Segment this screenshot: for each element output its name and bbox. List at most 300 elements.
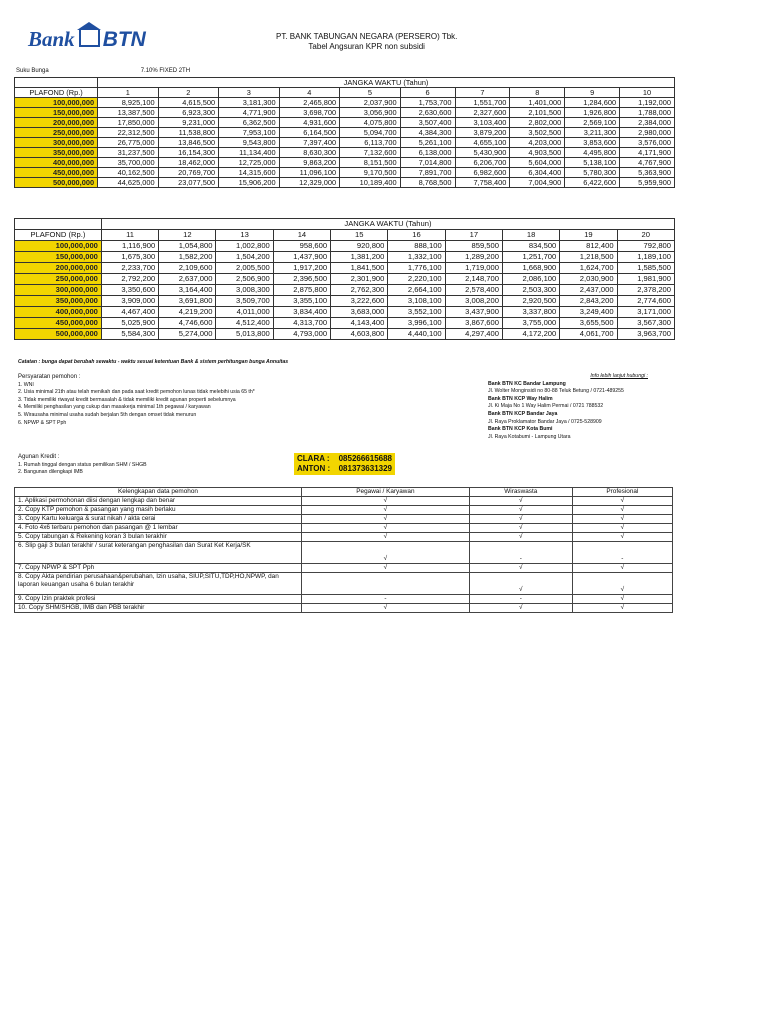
installment-cell: 3,853,600 bbox=[565, 138, 620, 148]
check-cell: √ bbox=[302, 497, 470, 506]
table-row bbox=[15, 604, 673, 613]
installment-cell: 44,625,000 bbox=[98, 178, 159, 188]
installment-cell: 5,261,100 bbox=[400, 138, 455, 148]
installment-cell: 1,926,800 bbox=[565, 108, 620, 118]
installment-cell: 4,203,000 bbox=[510, 138, 565, 148]
check-cell: √ bbox=[469, 515, 572, 524]
table-row bbox=[15, 318, 675, 329]
jangka-waktu-header: JANGKA WAKTU (Tahun) bbox=[101, 219, 674, 230]
year-header: 7 bbox=[455, 88, 510, 98]
installment-cell: 1,284,600 bbox=[565, 98, 620, 108]
info-section bbox=[488, 373, 688, 441]
installment-cell: 4,495,800 bbox=[565, 148, 620, 158]
installment-cell: 2,843,200 bbox=[560, 296, 617, 307]
check-cell: √ bbox=[469, 506, 572, 515]
installment-cell: 2,506,900 bbox=[216, 274, 273, 285]
check-cell: √ bbox=[302, 533, 470, 542]
table-row bbox=[15, 497, 673, 506]
persyaratan-item: 2. Usia minimal 21th atau telah menikah dan pada saat kredit pemohon lunas tidak melebihi usia 65 th* bbox=[18, 389, 255, 396]
installment-cell: 2,086,100 bbox=[502, 274, 559, 285]
installment-cell: 7,758,400 bbox=[455, 178, 510, 188]
installment-cell: 3,507,400 bbox=[400, 118, 455, 128]
installment-cell: 3,437,900 bbox=[445, 307, 502, 318]
table-row bbox=[15, 241, 675, 252]
installment-cell: 4,061,700 bbox=[560, 329, 617, 340]
plafond-cell: 500,000,000 bbox=[15, 178, 98, 188]
year-header: 16 bbox=[388, 230, 445, 241]
table-row bbox=[15, 542, 673, 564]
installment-cell: 1,218,500 bbox=[560, 252, 617, 263]
table-row bbox=[15, 138, 675, 148]
installment-cell: 3,655,500 bbox=[560, 318, 617, 329]
installment-cell: 1,332,100 bbox=[388, 252, 445, 263]
table-row bbox=[15, 533, 673, 542]
installment-cell: 1,981,900 bbox=[617, 274, 674, 285]
table-row bbox=[15, 263, 675, 274]
check-cell: √ bbox=[302, 524, 470, 533]
table-row bbox=[15, 158, 675, 168]
installment-cell: 1,841,500 bbox=[331, 263, 388, 274]
plafond-cell: 350,000,000 bbox=[15, 148, 98, 158]
requirement-label: 6. Slip gaji 3 bulan terakhir / surat keterangan penghasilan dan Surat Ket Kerja/SK bbox=[15, 542, 302, 564]
plafond-cell: 450,000,000 bbox=[15, 168, 98, 178]
table-row bbox=[15, 274, 675, 285]
installment-cell: 23,077,500 bbox=[158, 178, 219, 188]
agunan-heading: Agunan Kredit : bbox=[18, 454, 60, 460]
installment-cell: 2,980,000 bbox=[620, 128, 675, 138]
installment-cell: 1,917,200 bbox=[273, 263, 330, 274]
year-header: 5 bbox=[340, 88, 401, 98]
installment-cell: 3,996,100 bbox=[388, 318, 445, 329]
installment-cell: 1,401,000 bbox=[510, 98, 565, 108]
check-cell: √ bbox=[302, 515, 470, 524]
check-cell: √ bbox=[572, 497, 672, 506]
installment-cell: 1,788,000 bbox=[620, 108, 675, 118]
jangka-waktu-header: JANGKA WAKTU (Tahun) bbox=[98, 78, 675, 88]
installment-cell: 4,603,800 bbox=[331, 329, 388, 340]
table-row bbox=[15, 506, 673, 515]
requirements-header: Wiraswasta bbox=[469, 488, 572, 497]
installment-cell: 3,211,300 bbox=[565, 128, 620, 138]
installment-cell: 3,683,000 bbox=[331, 307, 388, 318]
installment-cell: 2,774,600 bbox=[617, 296, 674, 307]
installment-cell: 7,004,900 bbox=[510, 178, 565, 188]
installment-cell: 5,138,100 bbox=[565, 158, 620, 168]
installment-cell: 8,630,300 bbox=[279, 148, 340, 158]
installment-cell: 31,237,500 bbox=[98, 148, 159, 158]
installment-cell: 792,800 bbox=[617, 241, 674, 252]
check-cell: √ bbox=[469, 524, 572, 533]
installment-cell: 3,249,400 bbox=[560, 307, 617, 318]
installment-cell: 8,925,100 bbox=[98, 98, 159, 108]
year-header: 11 bbox=[101, 230, 158, 241]
logo-text-btn: BTN bbox=[102, 28, 146, 51]
installment-cell: 6,206,700 bbox=[455, 158, 510, 168]
installment-cell: 1,585,500 bbox=[617, 263, 674, 274]
plafond-cell: 150,000,000 bbox=[15, 252, 102, 263]
installment-cell: 3,698,700 bbox=[279, 108, 340, 118]
installment-cell: 12,725,000 bbox=[219, 158, 280, 168]
installment-cell: 2,233,700 bbox=[101, 263, 158, 274]
branch-name: Bank BTN KCP Way Halim bbox=[488, 395, 553, 402]
plafond-cell: 250,000,000 bbox=[15, 274, 102, 285]
check-cell: - bbox=[302, 595, 470, 604]
installment-cell: 4,767,900 bbox=[620, 158, 675, 168]
installment-cell: 2,437,000 bbox=[560, 285, 617, 296]
contact-row bbox=[297, 464, 392, 474]
persyaratan-item: 3. Tidak memiliki riwayat kredit bermasalah & tidak memiliki kredit agunan properti sebelumnya bbox=[18, 396, 236, 403]
installment-cell: 4,440,100 bbox=[388, 329, 445, 340]
contact-name: CLARA : bbox=[297, 454, 330, 463]
check-cell: √ bbox=[572, 595, 672, 604]
installment-cell: 6,164,500 bbox=[279, 128, 340, 138]
installment-cell: 4,512,400 bbox=[216, 318, 273, 329]
year-header: 17 bbox=[445, 230, 502, 241]
branch-address: Jl. Raya Proklamator Bandar Jaya / 0725-528909 bbox=[488, 418, 602, 425]
plafond-header-blank bbox=[15, 78, 98, 88]
check-cell: √ bbox=[572, 604, 672, 613]
table-row bbox=[15, 178, 675, 188]
installment-cell: 4,746,600 bbox=[159, 318, 216, 329]
installment-cell: 2,875,800 bbox=[273, 285, 330, 296]
installment-cell: 5,959,900 bbox=[620, 178, 675, 188]
installment-cell: 4,931,600 bbox=[279, 118, 340, 128]
installment-cell: 7,014,800 bbox=[400, 158, 455, 168]
branch-address: Jl. Raya Kotabumi - Lampung Utara bbox=[488, 433, 571, 440]
check-cell: - bbox=[572, 542, 672, 564]
installment-cell: 7,953,100 bbox=[219, 128, 280, 138]
table-row bbox=[15, 573, 673, 595]
installment-cell: 1,189,100 bbox=[617, 252, 674, 263]
check-cell: √ bbox=[469, 604, 572, 613]
installment-cell: 3,867,600 bbox=[445, 318, 502, 329]
plafond-cell: 450,000,000 bbox=[15, 318, 102, 329]
installment-cell: 22,312,500 bbox=[98, 128, 159, 138]
branch-address: Jl. Wolter Monginsidi no 80-88 Teluk Betung / 0721-489255 bbox=[488, 388, 624, 395]
installment-cell: 3,567,300 bbox=[617, 318, 674, 329]
installment-cell: 888,100 bbox=[388, 241, 445, 252]
year-header: 6 bbox=[400, 88, 455, 98]
installment-cell: 40,162,500 bbox=[98, 168, 159, 178]
installment-cell: 2,101,500 bbox=[510, 108, 565, 118]
house-icon bbox=[79, 30, 100, 47]
persyaratan-item: 1. WNI bbox=[18, 381, 34, 388]
installment-cell: 4,615,500 bbox=[158, 98, 219, 108]
check-cell: √ bbox=[302, 542, 470, 564]
installment-cell: 6,923,300 bbox=[158, 108, 219, 118]
table-row bbox=[15, 524, 673, 533]
year-header: 8 bbox=[510, 88, 565, 98]
contact-phone: 081373631329 bbox=[338, 464, 392, 473]
installment-cell: 3,576,000 bbox=[620, 138, 675, 148]
table-row bbox=[15, 148, 675, 158]
year-header: 4 bbox=[279, 88, 340, 98]
year-header: 19 bbox=[560, 230, 617, 241]
installment-cell: 5,604,000 bbox=[510, 158, 565, 168]
check-cell: √ bbox=[572, 533, 672, 542]
table-row bbox=[15, 285, 675, 296]
installment-cell: 6,304,400 bbox=[510, 168, 565, 178]
installment-cell: 3,350,600 bbox=[101, 285, 158, 296]
requirement-label: 9. Copy Izin praktek profesi bbox=[15, 595, 302, 604]
installment-cell: 1,192,000 bbox=[620, 98, 675, 108]
installment-cell: 2,630,600 bbox=[400, 108, 455, 118]
installment-cell: 5,013,800 bbox=[216, 329, 273, 340]
requirement-label: 8. Copy Akta pendirian perusahaan&perubahan, Izin usaha, SIUP,SITU,TDP,HO,NPWP, dan laporan keuangan usaha 6 bulan terakhir bbox=[15, 573, 302, 595]
check-cell: √ bbox=[572, 564, 672, 573]
check-cell: √ bbox=[302, 604, 470, 613]
plafond-cell: 200,000,000 bbox=[15, 263, 102, 274]
check-cell: √ bbox=[302, 564, 470, 573]
installment-cell: 1,002,800 bbox=[216, 241, 273, 252]
contact-row bbox=[297, 454, 392, 464]
installment-cell: 2,037,900 bbox=[340, 98, 401, 108]
installment-cell: 3,108,100 bbox=[388, 296, 445, 307]
installment-cell: 5,025,900 bbox=[101, 318, 158, 329]
requirement-label: 1. Aplikasi permohonan diisi dengan lengkap dan benar bbox=[15, 497, 302, 506]
installment-cell: 2,503,300 bbox=[502, 285, 559, 296]
installment-cell: 1,551,700 bbox=[455, 98, 510, 108]
year-header: 1 bbox=[98, 88, 159, 98]
check-cell: √ bbox=[572, 524, 672, 533]
bank-btn-logo bbox=[28, 27, 146, 52]
installment-cell: 3,008,200 bbox=[445, 296, 502, 307]
year-header: 20 bbox=[617, 230, 674, 241]
installment-cell: 2,148,700 bbox=[445, 274, 502, 285]
installment-cell: 4,313,700 bbox=[273, 318, 330, 329]
installment-cell: 4,172,200 bbox=[502, 329, 559, 340]
installment-cell: 2,327,600 bbox=[455, 108, 510, 118]
installment-cell: 3,509,700 bbox=[216, 296, 273, 307]
suku-bunga-label: Suku Bunga bbox=[16, 68, 49, 74]
installment-cell: 20,769,700 bbox=[158, 168, 219, 178]
installment-cell: 8,768,500 bbox=[400, 178, 455, 188]
installment-cell: 3,691,800 bbox=[159, 296, 216, 307]
installment-cell: 859,500 bbox=[445, 241, 502, 252]
installment-cell: 18,462,000 bbox=[158, 158, 219, 168]
installment-cell: 5,363,900 bbox=[620, 168, 675, 178]
year-header: 15 bbox=[331, 230, 388, 241]
year-header: 14 bbox=[273, 230, 330, 241]
installment-cell: 3,008,300 bbox=[216, 285, 273, 296]
check-cell: √ bbox=[469, 573, 572, 595]
year-header: 10 bbox=[620, 88, 675, 98]
installment-cell: 13,387,500 bbox=[98, 108, 159, 118]
installment-cell: 5,584,300 bbox=[101, 329, 158, 340]
suku-bunga-value: 7.10% FIXED 2TH bbox=[140, 68, 191, 74]
installment-cell: 26,775,000 bbox=[98, 138, 159, 148]
installment-cell: 3,879,200 bbox=[455, 128, 510, 138]
installment-cell: 1,582,200 bbox=[159, 252, 216, 263]
installment-cell: 2,396,500 bbox=[273, 274, 330, 285]
installment-cell: 2,378,200 bbox=[617, 285, 674, 296]
installment-cell: 3,222,600 bbox=[331, 296, 388, 307]
installment-cell: 1,675,300 bbox=[101, 252, 158, 263]
installment-cell: 4,171,900 bbox=[620, 148, 675, 158]
year-header: 2 bbox=[158, 88, 219, 98]
requirement-label: 4. Foto 4x6 terbaru pemohon dan pasangan @ 1 lembar bbox=[15, 524, 302, 533]
installment-cell: 4,297,400 bbox=[445, 329, 502, 340]
installment-cell: 1,116,900 bbox=[101, 241, 158, 252]
installment-cell: 3,164,400 bbox=[159, 285, 216, 296]
branch-name: Bank BTN KCP Bandar Jaya bbox=[488, 410, 558, 417]
installment-cell: 1,289,200 bbox=[445, 252, 502, 263]
installment-cell: 1,753,700 bbox=[400, 98, 455, 108]
plafond-cell: 350,000,000 bbox=[15, 296, 102, 307]
table-row bbox=[15, 108, 675, 118]
installment-cell: 3,963,700 bbox=[617, 329, 674, 340]
agunan-item: 2. Bangunan dilengkapi IMB bbox=[18, 469, 83, 476]
installment-cell: 14,315,600 bbox=[219, 168, 280, 178]
installment-cell: 3,103,400 bbox=[455, 118, 510, 128]
branch-name: Bank BTN KCP Kota Bumi bbox=[488, 426, 553, 433]
table-row bbox=[15, 307, 675, 318]
info-heading: Info lebih lanjut hubungi : bbox=[590, 373, 648, 379]
installment-cell: 5,094,700 bbox=[340, 128, 401, 138]
installment-cell: 4,793,000 bbox=[273, 329, 330, 340]
installment-cell: 2,578,400 bbox=[445, 285, 502, 296]
check-cell: √ bbox=[469, 533, 572, 542]
installment-cell: 12,329,000 bbox=[279, 178, 340, 188]
table-row bbox=[15, 329, 675, 340]
installment-cell: 2,030,900 bbox=[560, 274, 617, 285]
installment-cell: 1,668,900 bbox=[502, 263, 559, 274]
table-row bbox=[15, 118, 675, 128]
installment-cell: 4,219,200 bbox=[159, 307, 216, 318]
installment-cell: 4,903,500 bbox=[510, 148, 565, 158]
installment-cell: 6,362,500 bbox=[219, 118, 280, 128]
installment-cell: 9,863,200 bbox=[279, 158, 340, 168]
installment-cell: 2,664,100 bbox=[388, 285, 445, 296]
installment-cell: 17,850,000 bbox=[98, 118, 159, 128]
check-cell: - bbox=[469, 595, 572, 604]
installment-cell: 7,397,400 bbox=[279, 138, 340, 148]
installment-cell: 3,834,400 bbox=[273, 307, 330, 318]
persyaratan-section bbox=[18, 374, 338, 427]
table-row bbox=[15, 252, 675, 263]
installment-cell: 2,802,000 bbox=[510, 118, 565, 128]
table-row bbox=[15, 168, 675, 178]
installment-cell: 9,231,000 bbox=[158, 118, 219, 128]
installment-cell: 4,011,000 bbox=[216, 307, 273, 318]
installment-cell: 2,220,100 bbox=[388, 274, 445, 285]
table-row bbox=[15, 128, 675, 138]
requirements-header: Pegawai / Karyawan bbox=[302, 488, 470, 497]
installment-cell: 3,502,500 bbox=[510, 128, 565, 138]
requirement-label: 7. Copy NPWP & SPT Pph bbox=[15, 564, 302, 573]
installment-cell: 2,762,300 bbox=[331, 285, 388, 296]
check-cell: √ bbox=[469, 564, 572, 573]
installment-cell: 2,637,000 bbox=[159, 274, 216, 285]
year-header: 18 bbox=[502, 230, 559, 241]
plafond-header: PLAFOND (Rp.) bbox=[15, 230, 102, 241]
document-title bbox=[276, 32, 457, 52]
installment-cell: 2,465,800 bbox=[279, 98, 340, 108]
installment-cell: 5,430,900 bbox=[455, 148, 510, 158]
plafond-header-blank bbox=[15, 219, 102, 230]
installment-cell: 11,096,100 bbox=[279, 168, 340, 178]
installment-cell: 6,138,000 bbox=[400, 148, 455, 158]
installment-cell: 3,552,100 bbox=[388, 307, 445, 318]
installment-cell: 1,381,200 bbox=[331, 252, 388, 263]
installment-cell: 1,437,900 bbox=[273, 252, 330, 263]
installment-cell: 1,719,000 bbox=[445, 263, 502, 274]
installment-cell: 3,355,100 bbox=[273, 296, 330, 307]
contact-box bbox=[294, 453, 395, 475]
installment-cell: 2,792,200 bbox=[101, 274, 158, 285]
table-row bbox=[15, 98, 675, 108]
installment-cell: 4,384,300 bbox=[400, 128, 455, 138]
requirements-header: Kelengkapan data pemohon bbox=[15, 488, 302, 497]
table-row bbox=[15, 595, 673, 604]
installment-table-1-10 bbox=[14, 77, 675, 188]
installment-cell: 1,504,200 bbox=[216, 252, 273, 263]
installment-cell: 4,467,400 bbox=[101, 307, 158, 318]
year-header: 9 bbox=[565, 88, 620, 98]
installment-cell: 1,624,700 bbox=[560, 263, 617, 274]
installment-cell: 3,755,000 bbox=[502, 318, 559, 329]
installment-cell: 4,771,900 bbox=[219, 108, 280, 118]
installment-cell: 2,301,900 bbox=[331, 274, 388, 285]
check-cell bbox=[302, 573, 470, 595]
installment-cell: 3,337,800 bbox=[502, 307, 559, 318]
installment-cell: 3,056,900 bbox=[340, 108, 401, 118]
branch-address: Jl. Ki Maja No 1 Way Halim Permai / 0721 788532 bbox=[488, 403, 604, 410]
title-line2: Tabel Angsuran KPR non subsidi bbox=[308, 42, 425, 51]
installment-cell: 2,109,600 bbox=[159, 263, 216, 274]
installment-cell: 4,655,100 bbox=[455, 138, 510, 148]
installment-cell: 812,400 bbox=[560, 241, 617, 252]
plafond-cell: 150,000,000 bbox=[15, 108, 98, 118]
year-header: 13 bbox=[216, 230, 273, 241]
year-header: 12 bbox=[159, 230, 216, 241]
installment-cell: 7,891,700 bbox=[400, 168, 455, 178]
installment-cell: 2,384,000 bbox=[620, 118, 675, 128]
installment-cell: 920,800 bbox=[331, 241, 388, 252]
installment-cell: 10,189,400 bbox=[340, 178, 401, 188]
installment-cell: 6,113,700 bbox=[340, 138, 401, 148]
installment-cell: 5,274,000 bbox=[159, 329, 216, 340]
contact-name: ANTON : bbox=[297, 464, 331, 473]
installment-cell: 11,538,800 bbox=[158, 128, 219, 138]
plafond-cell: 100,000,000 bbox=[15, 98, 98, 108]
installment-cell: 3,181,300 bbox=[219, 98, 280, 108]
installment-cell: 4,075,800 bbox=[340, 118, 401, 128]
plafond-cell: 200,000,000 bbox=[15, 118, 98, 128]
installment-table-11-20 bbox=[14, 218, 675, 340]
plafond-cell: 250,000,000 bbox=[15, 128, 98, 138]
contact-phone: 085266615688 bbox=[338, 454, 392, 463]
year-header: 3 bbox=[219, 88, 280, 98]
agunan-item: 1. Rumah tinggal dengan status pemilikan SHM / SHGB bbox=[18, 461, 147, 468]
title-line1: PT. BANK TABUNGAN NEGARA (PERSERO) Tbk. bbox=[276, 32, 458, 41]
check-cell: √ bbox=[572, 573, 672, 595]
requirement-label: 3. Copy Kartu keluarga & surat nikah / akta cerai bbox=[15, 515, 302, 524]
installment-cell: 15,906,200 bbox=[219, 178, 280, 188]
installment-cell: 5,780,300 bbox=[565, 168, 620, 178]
installment-cell: 6,422,600 bbox=[565, 178, 620, 188]
installment-cell: 13,846,500 bbox=[158, 138, 219, 148]
installment-cell: 9,543,800 bbox=[219, 138, 280, 148]
installment-cell: 6,982,600 bbox=[455, 168, 510, 178]
catatan-note: Catatan : bunga dapat berubah sewaktu - waktu sesuai ketentuan Bank & sistem perhitungan bunga Annuitas bbox=[18, 359, 289, 365]
installment-cell: 1,776,100 bbox=[388, 263, 445, 274]
table-row bbox=[15, 564, 673, 573]
requirement-label: 10. Copy SHM/SHGB, IMB dan PBB terakhir bbox=[15, 604, 302, 613]
branch-name: Bank BTN KC Bandar Lampung bbox=[488, 380, 566, 387]
check-cell: √ bbox=[572, 515, 672, 524]
persyaratan-item: 4. Memiliki penghasilan yang cukup dan masakerja minimal 1th pegawai / karyawan bbox=[18, 404, 211, 411]
